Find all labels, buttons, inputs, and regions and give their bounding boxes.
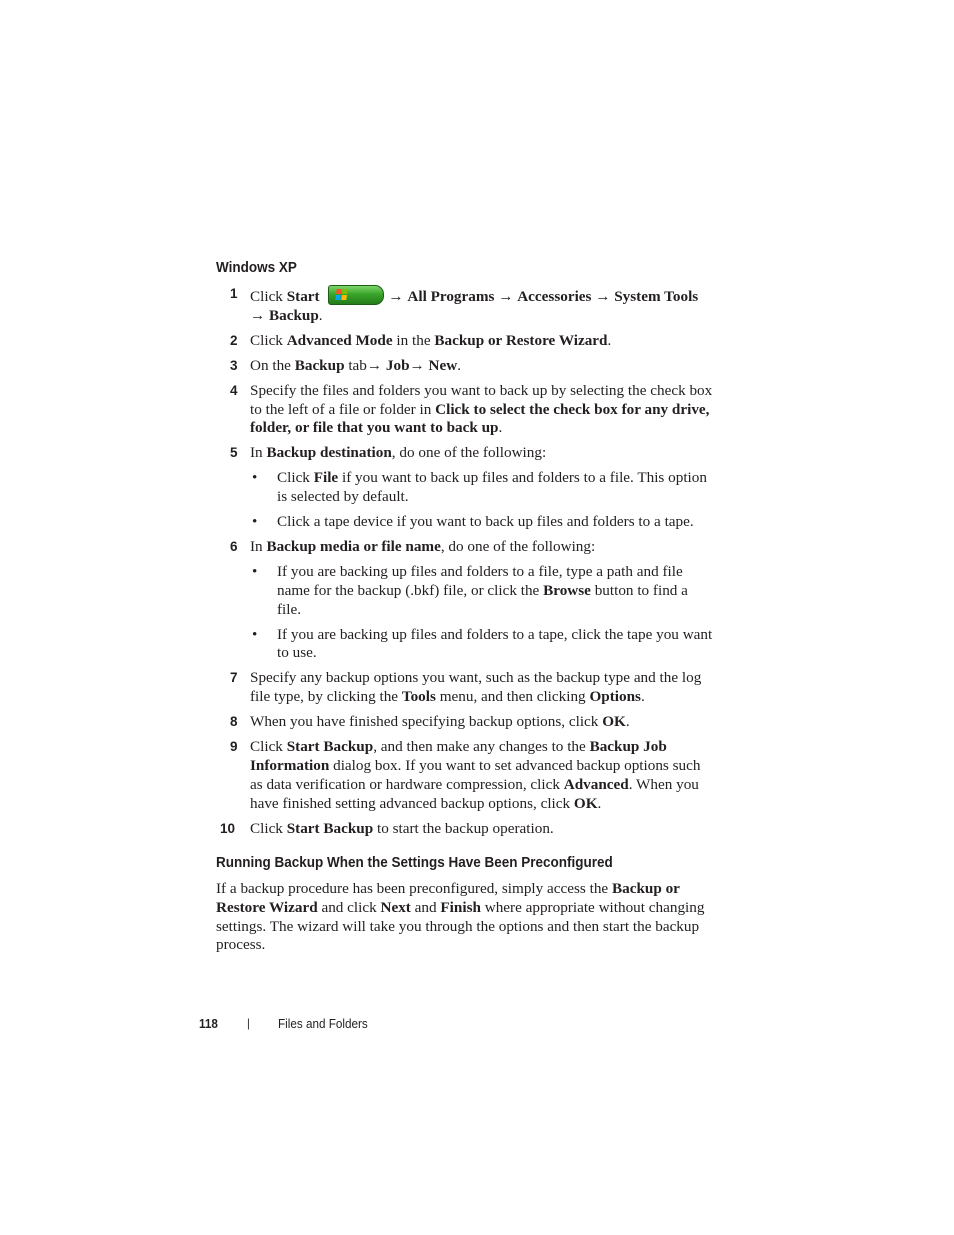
- bullet-text: Click a tape device if you want to back up files and folders to a tape.: [277, 513, 694, 531]
- bullet-item: [250, 563, 714, 619]
- step-text: When you have finished specifying backup options, click OK.: [250, 713, 630, 731]
- section-heading-windows-xp: Windows XP: [216, 259, 297, 276]
- footer-separator: |: [247, 1016, 250, 1030]
- step-item: [216, 357, 716, 376]
- step-number: 9: [230, 739, 238, 755]
- step-number: 8: [230, 714, 238, 730]
- step-item: [216, 332, 716, 351]
- bullet-item: [250, 513, 714, 532]
- bullet-icon: •: [252, 469, 258, 487]
- section-heading-preconfigured: Running Backup When the Settings Have Been Preconfigured: [216, 854, 613, 871]
- step-text: In Backup destination, do one of the following: • Click File if you want to back up files and folders to a file. This option is selected by default. • Click a tape device if you want to back up files and folders to a tape.: [250, 444, 714, 532]
- step-item: [216, 713, 716, 732]
- bullet-text: If you are backing up files and folders to a file, type a path and file name for the backup (.bkf) file, or click the Browse button to find a file.: [277, 563, 688, 618]
- bullet-icon: •: [252, 625, 258, 643]
- step-text: Click Start Backup to start the backup operation.: [250, 819, 554, 837]
- step-text: On the Backup tab→ Job→ New.: [250, 356, 461, 374]
- step-item: [216, 382, 716, 438]
- step-item: [216, 738, 716, 813]
- page-number: 118: [199, 1016, 218, 1031]
- step-number: 1: [230, 286, 238, 301]
- step-number: 2: [230, 332, 238, 348]
- step-item: [216, 820, 716, 839]
- step-text: In Backup media or file name, do one of the following: • If you are backing up files and folders to a file, type a path and file name for the backup (.bkf) file, or click the Browse button to find a file. • If you are backing up files and folders to a tape, click the tape you want to use.: [250, 538, 713, 662]
- step-item: [216, 285, 716, 326]
- bullet-text: If you are backing up files and folders to a tape, click the tape you want to use.: [277, 625, 713, 662]
- step-item: [216, 669, 716, 707]
- bullet-icon: •: [252, 563, 258, 581]
- body-paragraph: If a backup procedure has been preconfigured, simply access the Backup or Restore Wizard and click Next and Finish where appropriate without changing settings. The wizard will take you through the options and then start the backup process.: [216, 880, 705, 954]
- bullet-icon: •: [252, 513, 258, 531]
- start-button-icon: [328, 285, 384, 305]
- bullet-list: [250, 469, 714, 532]
- step-number: 6: [230, 539, 238, 555]
- footer-section-title: Files and Folders: [278, 1016, 368, 1031]
- step-text: Click Start → All Programs → Accessories → System Tools → Backup.: [250, 285, 714, 326]
- step-text: Click Start Backup, and then make any changes to the Backup Job Information dialog box. If you want to set advanced backup options such as data verification or hardware compression, click Advanced. When you have finished setting advanced backup options, click OK.: [250, 738, 701, 812]
- step-number: 10: [220, 820, 236, 836]
- step-item: [216, 444, 716, 532]
- step-number: 7: [230, 670, 238, 686]
- step-number: 3: [230, 357, 238, 373]
- step-item: [216, 538, 716, 663]
- step-number: 4: [230, 382, 238, 398]
- steps-list: [216, 285, 716, 845]
- step-text: Specify any backup options you want, such as the backup type and the log file type, by clicking the Tools menu, and then clicking Options.: [250, 669, 702, 706]
- bullet-item: [250, 626, 714, 664]
- step-number: 5: [230, 445, 238, 461]
- bullet-list: [250, 563, 714, 663]
- step-text: Specify the files and folders you want to back up by selecting the check box to the left of a file or folder in Click to select the check box for any drive, folder, or file that you want to back up.: [250, 381, 713, 437]
- bullet-text: Click File if you want to back up files and folders to a file. This option is selected by default.: [277, 469, 707, 506]
- step-text: Click Advanced Mode in the Backup or Restore Wizard.: [250, 331, 612, 349]
- bullet-item: [250, 469, 714, 507]
